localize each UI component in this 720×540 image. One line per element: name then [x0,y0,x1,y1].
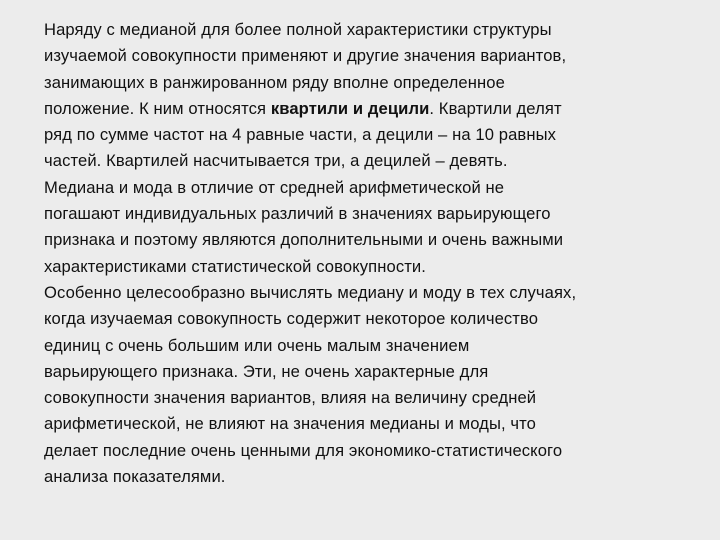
text-line: погашают индивидуальных различий в значениях варьирующего [44,204,551,224]
text-fragment: . Квартили делят [429,98,562,118]
text-line: признака и поэтому являются дополнительными и очень важными [44,230,564,250]
text-line: занимающих в ранжированном ряду вполне определенное [44,72,505,92]
text-line: характеристиками статистической совокупности. [44,256,426,276]
paragraph-median-mode [44,175,700,280]
text-line: варьирующего признака. Эти, не очень характерные для [44,361,489,381]
text-line: ряд по сумме частот на 4 равные части, а децили – на 10 равных [44,125,557,145]
text-line: единиц с очень большим или очень малым значением [44,335,470,355]
paragraph-when-to-use [44,280,700,490]
text-line: когда изучаемая совокупность содержит некоторое количество [44,309,539,329]
text-line: делает последние очень ценными для экономико-статистического [44,440,563,460]
text-line: анализа показателями. [44,467,226,487]
text-line: арифметической, не влияют на значения медианы и моды, что [44,414,536,434]
text-line: Особенно целесообразно вычислять медиану и моду в тех случаях, [44,282,577,302]
paragraph-quartiles-deciles [44,17,700,175]
body-text [44,17,700,490]
text-line: изучаемой совокупности применяют и другие значения вариантов, [44,46,567,66]
text-line [44,96,700,122]
text-line: Медиана и мода в отличие от средней арифметической не [44,177,505,197]
text-fragment: положение. К ним относятся [44,98,271,118]
text-line: совокупности значения вариантов, влияя на величину средней [44,388,537,408]
text-line: Наряду с медианой для более полной характеристики структуры [44,20,552,39]
bold-term: квартили и децили [270,98,430,118]
text-line: частей. Квартилей насчитывается три, а децилей – девять. [44,151,508,171]
